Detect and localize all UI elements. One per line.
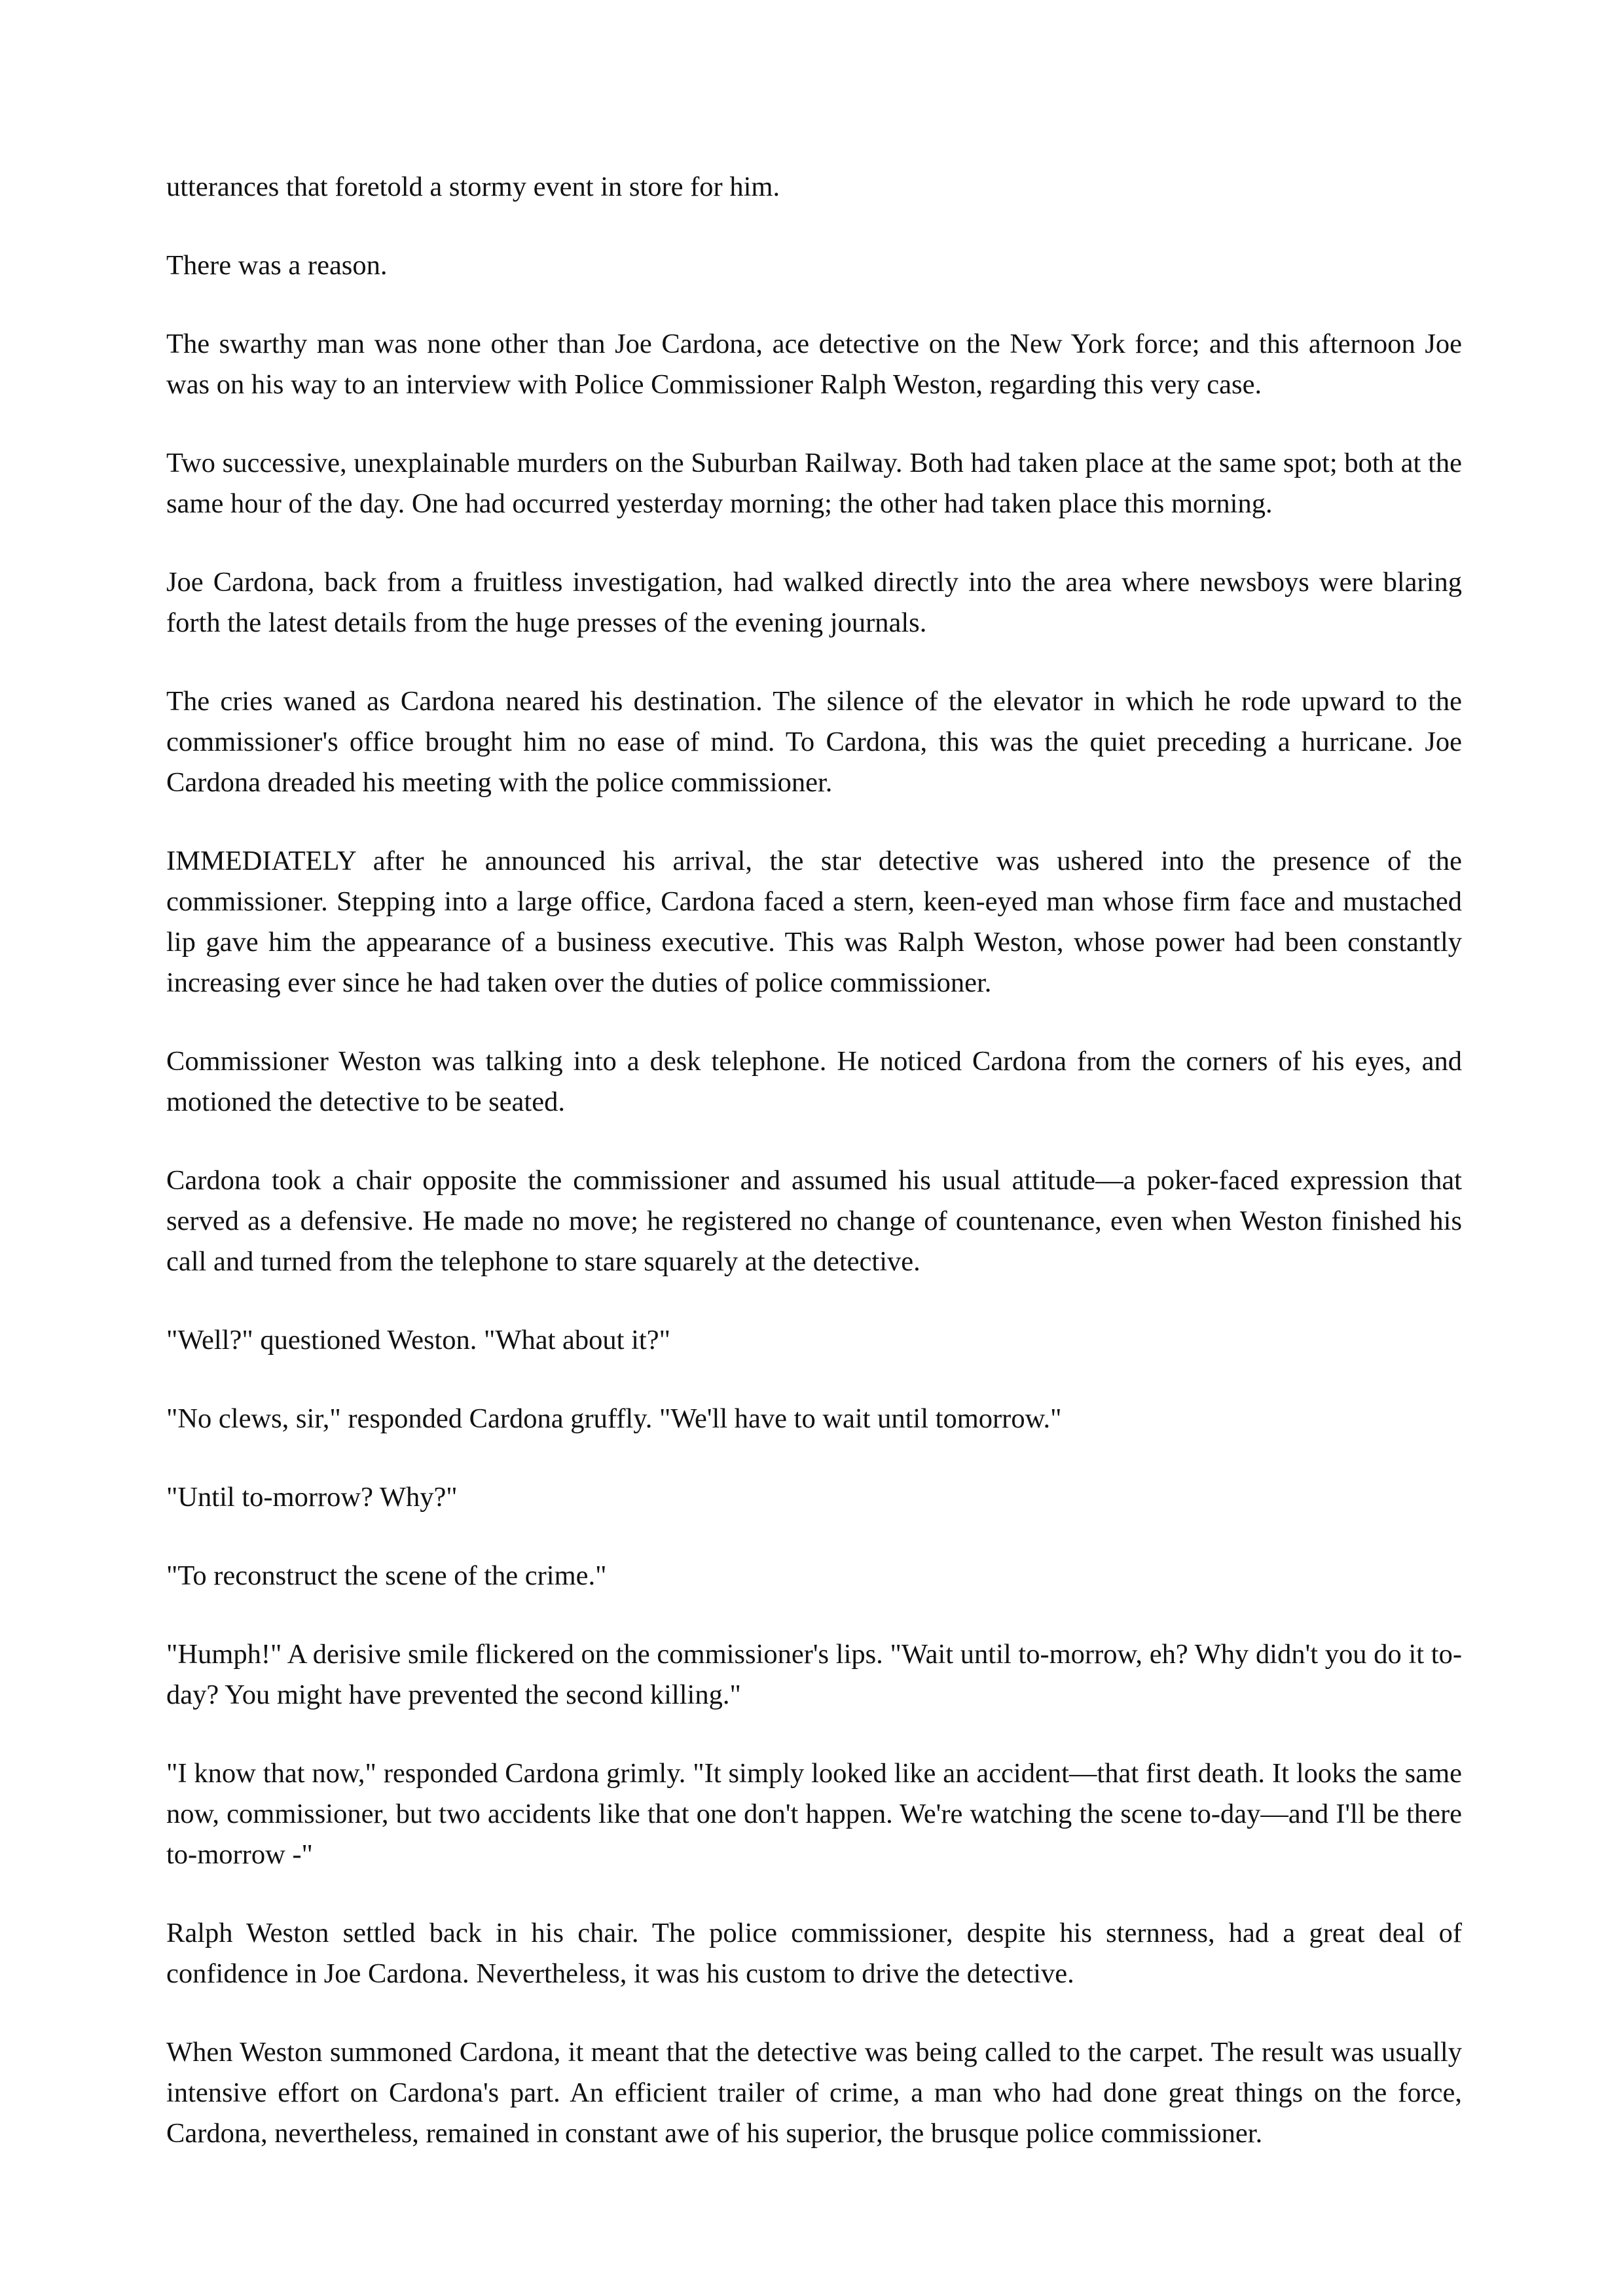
paragraph: There was a reason. [166,250,388,281]
paragraph: "No clews, sir," responded Cardona gruffly. "We'll have to wait until tomorrow." [166,1403,1062,1434]
paragraph: IMMEDIATELY after he announced his arrival, the star detective was ushered into the presence of the commissioner. Stepping into a large office, Cardona faced a stern, keen-eyed man whose firm face and mustached lip gave him the appearance of a business executive. This was Ralph Weston, whose power had been constantly increasing ever since he had taken over the duties of police commissioner. [166,846,1462,998]
paragraph: Two successive, unexplainable murders on the Suburban Railway. Both had taken place at the same spot; both at the same hour of the day. One had occurred yesterday morning; the other had taken place this morning. [166,448,1462,519]
paragraph: Ralph Weston settled back in his chair. The police commissioner, despite his sternness, had a great deal of confidence in Joe Cardona. Nevertheless, it was his custom to drive the detective. [166,1918,1462,1989]
paragraph: When Weston summoned Cardona, it meant that the detective was being called to the carpet. The result was usually intensive effort on Cardona's part. An efficient trailer of crime, a man who had done great things on the force, Cardona, nevertheless, remained in constant awe of his superior, the brusque police commissioner. [166,2037,1462,2149]
paragraph: "I know that now," responded Cardona grimly. "It simply looked like an accident—that first death. It looks the same now, commissioner, but two accidents like that one don't happen. We're watching the scene to-day—and I'll be there to-morrow -" [166,1758,1462,1870]
paragraph: "Until to-morrow? Why?" [166,1482,458,1513]
paragraph: The cries waned as Cardona neared his destination. The silence of the elevator in which he rode upward to the commissioner's office brought him no ease of mind. To Cardona, this was the quiet preceding a hurricane. Joe Cardona dreaded his meeting with the police commissioner. [166,686,1462,798]
paragraph: "Humph!" A derisive smile flickered on the commissioner's lips. "Wait until to-morrow, eh? Why didn't you do it to-day? You might have prevented the second killing." [166,1639,1462,1710]
paragraph: Joe Cardona, back from a fruitless investigation, had walked directly into the area where newsboys were blaring forth the latest details from the huge presses of the evening journals. [166,567,1462,638]
paragraph: utterances that foretold a stormy event in store for him. [166,171,780,202]
paragraph: Cardona took a chair opposite the commissioner and assumed his usual attitude—a poker-faced expression that served as a defensive. He made no move; he registered no change of countenance, even when Weston finished his call and turned from the telephone to stare squarely at the detective. [166,1165,1462,1277]
paragraph: Commissioner Weston was talking into a desk telephone. He noticed Cardona from the corners of his eyes, and motioned the detective to be seated. [166,1046,1462,1117]
paragraph: "Well?" questioned Weston. "What about it?" [166,1325,670,1355]
paragraph: "To reconstruct the scene of the crime." [166,1560,607,1591]
paragraph: The swarthy man was none other than Joe Cardona, ace detective on the New York force; and this afternoon Joe was on his way to an interview with Police Commissioner Ralph Weston, regarding this very case. [166,329,1462,400]
